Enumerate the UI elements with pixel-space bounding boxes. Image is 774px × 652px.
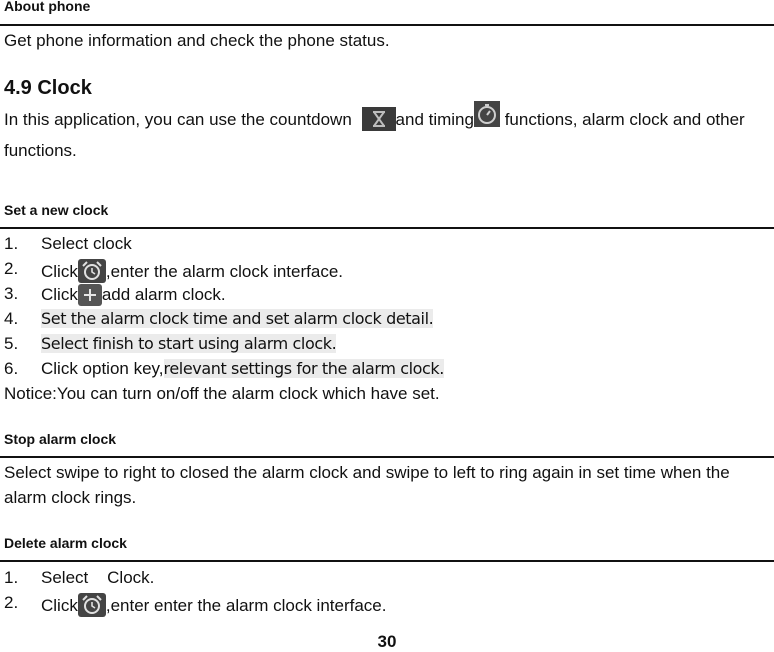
set-clock-heading: Set a new clock — [4, 202, 109, 218]
list-item-pre: Click — [41, 596, 78, 615]
para-part-b: and timing — [395, 110, 474, 129]
list-item-pre: Click — [41, 285, 78, 304]
list-number: 1. — [4, 568, 19, 587]
list-number: 6. — [4, 359, 19, 378]
para-part-c: functions, alarm clock and other functions. — [4, 110, 745, 160]
highlighted-text: Set the alarm clock time and set alarm clock detail. — [41, 309, 434, 328]
list-number: 2. — [4, 259, 19, 278]
page-header-title: About phone — [4, 0, 91, 14]
list-number: 2. — [4, 593, 19, 612]
list-number: 1. — [4, 234, 19, 253]
list-item — [41, 309, 433, 329]
stop-clock-heading: Stop alarm clock — [4, 431, 117, 447]
alarm-clock-icon — [78, 593, 106, 622]
list-item-pre: Click option key, — [41, 359, 164, 378]
section-title: 4.9 Clock — [4, 77, 92, 99]
stop-clock-text: Select swipe to right to closed the alarm clock and swipe to left to ring again in set time when the alarm clock rings. — [4, 463, 730, 507]
list-item — [41, 334, 336, 354]
plus-icon — [78, 284, 102, 311]
page-number: 30 — [377, 632, 397, 651]
list-item-post: add alarm clock. — [101, 285, 226, 304]
stopwatch-icon — [474, 101, 500, 134]
hourglass-icon — [362, 107, 396, 138]
notice-text: Notice:You can turn on/off the alarm clock which have set. — [4, 384, 440, 403]
list-number: 4. — [4, 309, 19, 328]
list-number: 5. — [4, 334, 19, 353]
delete-clock-divider — [0, 560, 774, 562]
intro-text: Get phone information and check the phone status. — [4, 31, 390, 50]
highlighted-text: Select finish to start using alarm clock. — [41, 334, 337, 353]
list-item-post: ,enter the alarm clock interface. — [105, 262, 344, 281]
delete-clock-heading: Delete alarm clock — [4, 535, 127, 551]
header-divider — [0, 24, 774, 26]
list-number: 3. — [4, 284, 19, 303]
section-paragraph — [4, 101, 771, 163]
list-item-pre: Click — [41, 262, 78, 281]
highlighted-text: relevant settings for the alarm clock. — [163, 359, 444, 378]
para-part-a: In this application, you can use the countdown — [4, 110, 352, 129]
set-clock-divider — [0, 227, 774, 229]
list-item: Select clock — [41, 234, 132, 253]
list-item-post: ,enter enter the alarm clock interface. — [105, 596, 387, 615]
stop-clock-divider — [0, 456, 774, 458]
list-item — [41, 359, 444, 379]
list-item: Select Clock. — [41, 568, 155, 587]
list-item — [41, 284, 226, 311]
list-item — [41, 593, 386, 622]
